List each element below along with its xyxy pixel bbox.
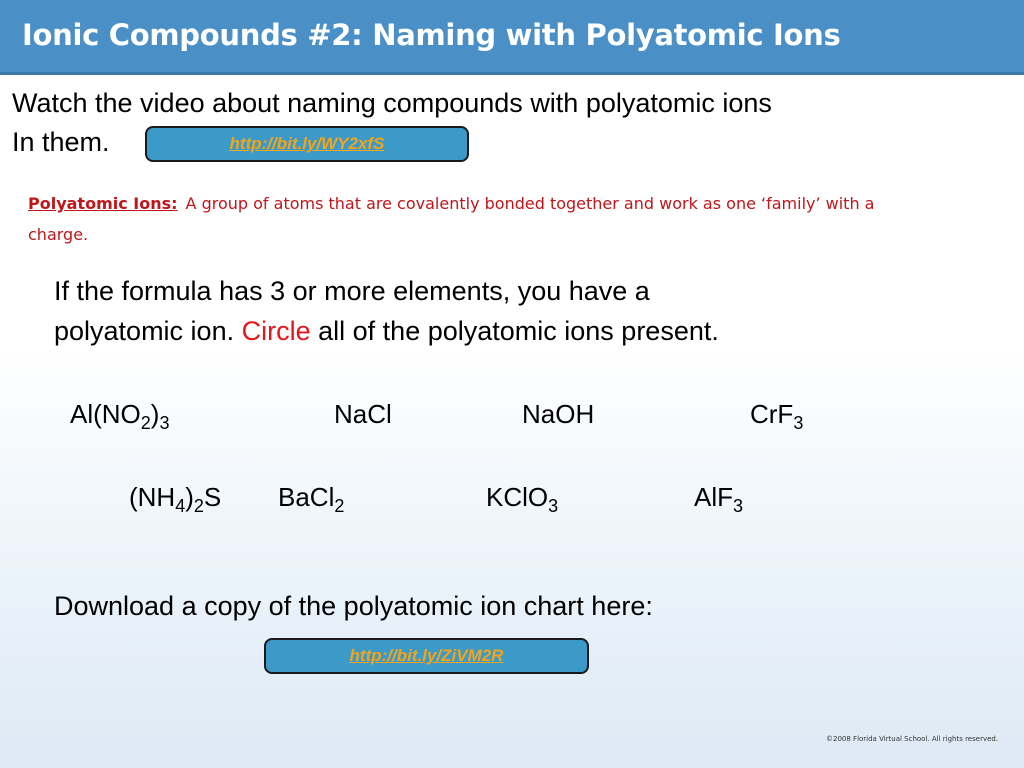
chart-link[interactable]: http://bit.ly/ZiVM2R: [349, 646, 504, 665]
formula-subscript: 2: [334, 496, 345, 516]
formula-nacl[interactable]: [334, 399, 392, 430]
formula-alf3[interactable]: [694, 482, 744, 516]
formula-subscript: 2: [140, 413, 151, 433]
formula-subscript: 2: [193, 496, 204, 516]
chart-link-button[interactable]: [264, 638, 589, 674]
instruction-text-post: all of the polyatomic ions present.: [318, 316, 719, 346]
formula-kclo3[interactable]: [486, 482, 559, 516]
formula-text: S: [203, 482, 222, 512]
formula-text: CrF: [750, 399, 794, 429]
formula-text: NaCl: [334, 399, 392, 429]
copyright-notice: ©2008 Florida Virtual School. All rights reserved.: [826, 735, 999, 743]
definition-block: [28, 188, 928, 250]
formula-text: NaOH: [522, 399, 595, 429]
instruction-line-2: [54, 316, 719, 347]
formula-text: ): [185, 482, 194, 512]
download-instruction: Download a copy of the polyatomic ion chart here:: [54, 591, 653, 621]
intro-line-1: Watch the video about naming compounds with polyatomic ions: [12, 88, 772, 118]
formula-subscript: 3: [159, 413, 170, 433]
formula-text: AlF: [694, 482, 733, 512]
formula-subscript: 3: [733, 496, 744, 516]
formula-text: BaCl: [278, 482, 335, 512]
definition-term: Polyatomic Ions:: [28, 194, 178, 213]
instruction-line-1: If the formula has 3 or more elements, you have a: [54, 276, 650, 306]
formula-al-no2-3[interactable]: [70, 399, 170, 433]
formula-nh4-2-s[interactable]: [129, 482, 222, 516]
video-link-button[interactable]: [145, 126, 469, 162]
formula-text: (NH: [129, 482, 176, 512]
formula-text: KClO: [486, 482, 549, 512]
title-bar: [0, 0, 1024, 75]
definition-text: A group of atoms that are covalently bonded together and work as one ‘family’ with a charge.: [28, 194, 875, 244]
formula-crf3[interactable]: [750, 399, 804, 433]
video-link[interactable]: http://bit.ly/WY2xfS: [229, 134, 385, 153]
slide-title: Ionic Compounds #2: Naming with Polyatomic Ions: [22, 18, 841, 52]
formula-subscript: 4: [175, 496, 186, 516]
formula-text: ): [150, 399, 160, 429]
intro-line-2: In them.: [12, 127, 110, 157]
instruction-highlight: Circle: [241, 316, 311, 346]
formula-subscript: 3: [793, 413, 804, 433]
instruction-text-pre: polyatomic ion.: [54, 316, 235, 346]
formula-subscript: 3: [548, 496, 559, 516]
formula-naoh[interactable]: [522, 399, 594, 430]
formula-bacl2[interactable]: [278, 482, 345, 516]
formula-text: Al(NO: [70, 399, 141, 429]
